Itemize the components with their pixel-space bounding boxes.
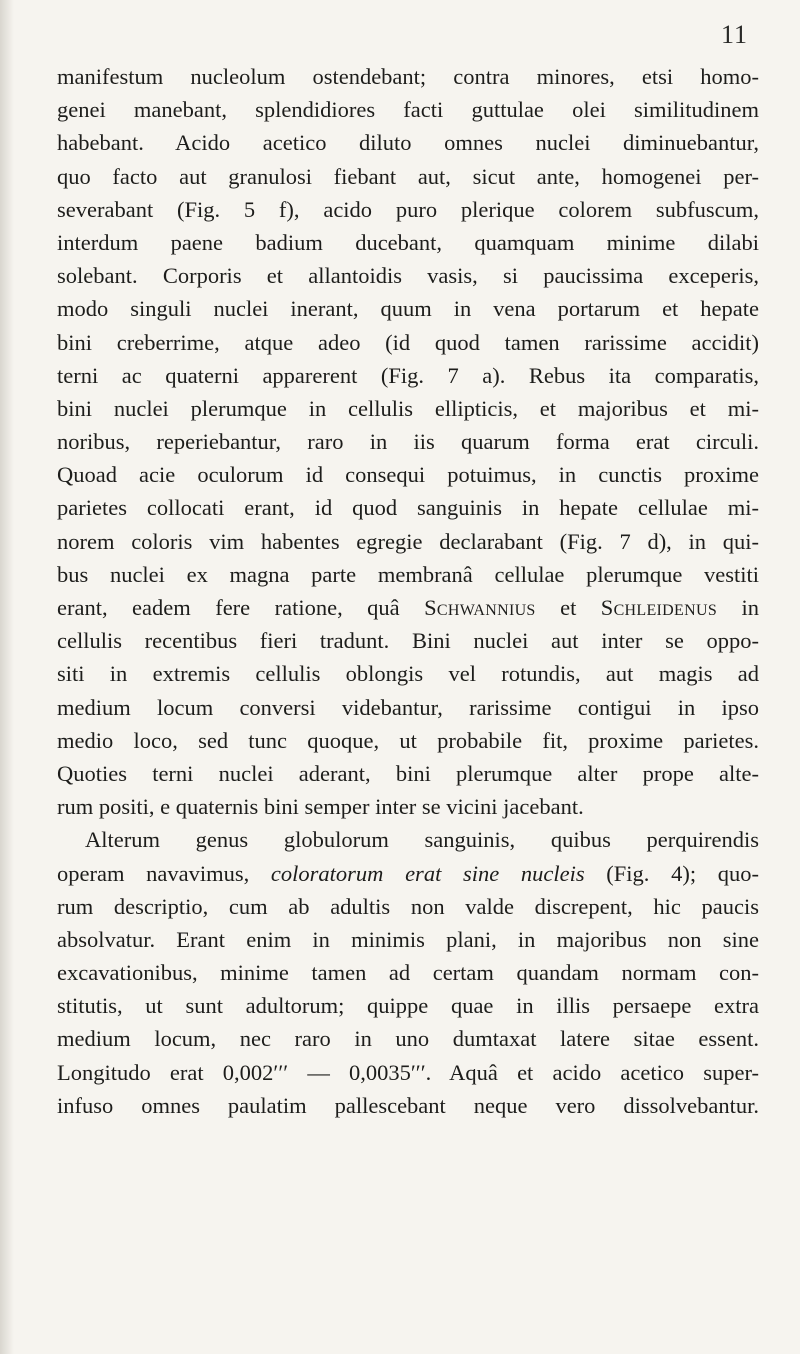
text-line: siti in extremis cellulis oblongis vel rotundis, aut magis ad <box>57 661 759 687</box>
text-line: bini creberrime, atque adeo (id quod tamen rarissime accidit) <box>57 329 759 355</box>
text-line: Quoad acie oculorum id consequi potuimus, in cunctis proxime <box>57 462 759 488</box>
text-line: medium locum, nec raro in uno dumtaxat latere sitae essent. <box>57 1026 759 1052</box>
text-line: erant, eadem fere ratione, quâ Schwannius et Schleidenus in <box>57 595 759 620</box>
text-line: medium locum conversi videbantur, rarissime contigui in ipso <box>57 694 759 720</box>
text-line: cellulis recentibus fieri tradunt. Bini nuclei aut inter se oppo- <box>57 628 759 654</box>
text-line: terni ac quaterni apparerent (Fig. 7 a). Rebus ita comparatis, <box>57 362 759 388</box>
emphasis-italic: coloratorum erat sine nucleis <box>270 860 585 886</box>
text-line-paragraph-start: Alterum genus globulorum sanguinis, quibus perquirendis <box>85 827 759 853</box>
text-line: Quoties terni nuclei aderant, bini plerumque alter prope alte- <box>57 760 759 786</box>
text-line: genei manebant, splendidiores facti guttulae olei similitudinem <box>57 97 759 123</box>
text-line: parietes collocati erant, id quod sanguinis in hepate cellulae mi- <box>57 495 759 521</box>
binding-shadow <box>0 0 14 1354</box>
text-line: quo facto aut granulosi fiebant aut, sicut ante, homogenei per- <box>57 163 759 189</box>
page-number: 11 <box>720 20 748 49</box>
text-line: infuso omnes paulatim pallescebant neque vero dissolvebantur. <box>57 1092 759 1118</box>
text-line: stitutis, ut sunt adultorum; quippe quae in illis persaepe extra <box>57 993 759 1019</box>
text-line: manifestum nucleolum ostendebant; contra minores, etsi homo- <box>57 64 759 89</box>
text-line: Longitudo erat 0,002′′′ — 0,0035′′′. Aquâ et acido acetico super- <box>57 1059 759 1085</box>
text-line: severabant (Fig. 5 f), acido puro plerique colorem subfuscum, <box>57 196 759 222</box>
text-line: absolvatur. Erant enim in minimis plani, in majoribus non sine <box>57 926 759 952</box>
text-line: excavationibus, minime tamen ad certam quandam normam con- <box>57 960 759 986</box>
text-line: operam navavimus, coloratorum erat sine nucleis (Fig. 4); quo- <box>57 860 759 886</box>
text-line: modo singuli nuclei inerant, quum in vena portarum et hepate <box>57 296 759 322</box>
text-line: bini nuclei plerumque in cellulis ellipticis, et majoribus et mi- <box>57 395 759 421</box>
text-line: noribus, reperiebantur, raro in iis quarum forma erat circuli. <box>57 429 759 455</box>
text-line: habebant. Acido acetico diluto omnes nuclei diminuebantur, <box>57 130 759 156</box>
text-line: norem coloris vim habentes egregie declarabant (Fig. 7 d), in qui- <box>57 528 759 554</box>
text-line: solebant. Corporis et allantoidis vasis, si paucissima exceperis, <box>57 263 759 289</box>
text-line: bus nuclei ex magna parte membranâ cellulae plerumque vestiti <box>57 561 759 587</box>
body-text <box>57 60 759 1122</box>
author-name: Schleidenus <box>600 595 718 620</box>
text-line: medio loco, sed tunc quoque, ut probabile fit, proxime parietes. <box>57 727 759 753</box>
text-line: interdum paene badium ducebant, quamquam minime dilabi <box>57 229 759 255</box>
author-name: Schwannius <box>424 595 536 620</box>
text-line: rum descriptio, cum ab adultis non valde discrepent, hic paucis <box>57 893 759 919</box>
text-line: rum positi, e quaternis bini semper inter se vicini jacebant. <box>57 794 584 820</box>
